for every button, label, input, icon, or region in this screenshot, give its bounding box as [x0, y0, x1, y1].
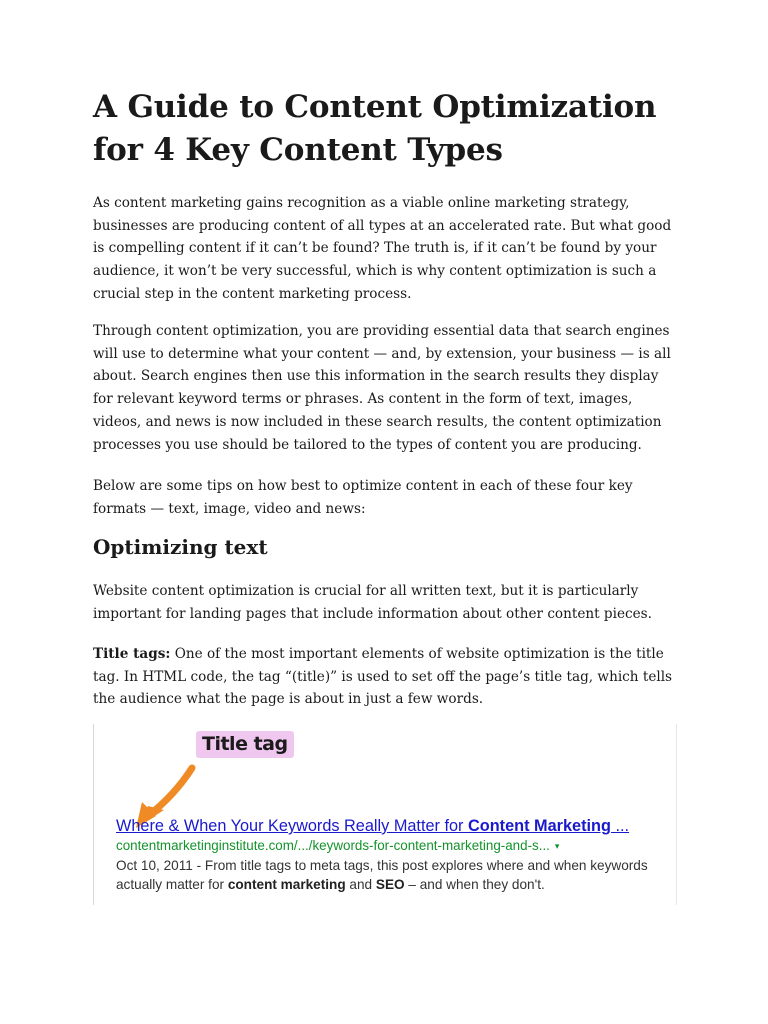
snippet-bold: SEO: [375, 877, 405, 892]
dropdown-caret-icon[interactable]: ▾: [554, 840, 560, 851]
search-result-screenshot: [93, 724, 677, 905]
snippet-text: – and when they don't.: [404, 877, 545, 892]
snippet-bold: content marketing: [227, 877, 346, 892]
optimization-paragraph: Through content optimization, you are providing essential data that search engines will use to determine what your content — and, by extension, your business — is all about. Search engines then use this information in the search results they display for relevant keyword terms or phrases. As content in the form of text, images, videos, and news is now included in these search results, the content optimization processes you use should be tailored to the types of content you are producing.: [93, 323, 671, 453]
search-result-url: [116, 838, 559, 853]
section-heading: Optimizing text: [93, 535, 268, 559]
search-result-title-link[interactable]: [116, 817, 629, 836]
search-result-snippet: [116, 856, 656, 894]
intro-paragraph: As content marketing gains recognition as a viable online marketing strategy, businesses are producing content of all types at an accelerated rate. But what good is compelling content if it can’t be found? The truth is, if it can’t be found by your audience, it won’t be very successful, which is why content optimization is such a crucial step in the content marketing process.: [93, 195, 672, 302]
snippet-text: and: [345, 877, 376, 892]
formats-paragraph: Below are some tips on how best to optimize content in each of these four key formats — text, image, video and news:: [93, 478, 633, 517]
title-tags-label: Title tags:: [93, 646, 171, 662]
result-title-bold: Content Marketing: [468, 817, 611, 835]
snippet-text: Oct 10, 2011 - From title tags to meta tags, this post explores where and when keywords actually matter for: [116, 858, 648, 892]
article-title: A Guide to Content Optimization for 4 Key Content Types: [93, 89, 657, 168]
result-title-ellipsis: ...: [610, 817, 630, 835]
result-url-text: contentmarketinginstitute.com/.../keywords-for-content-marketing-and-s...: [116, 838, 550, 853]
result-title-text: Where & When Your Keywords Really Matter for: [116, 817, 469, 835]
title-tag-annotation: Title tag: [196, 731, 294, 758]
title-tags-text: One of the most important elements of website optimization is the title tag. In HTML code, the tag “(title)” is used to set off the page’s title tag, which tells the audience what the page is about in just a few words.: [93, 646, 673, 708]
title-tags-paragraph: [93, 643, 675, 711]
text-optimization-paragraph: Website content optimization is crucial for all written text, but it is particularly important for landing pages that include information about other content pieces.: [93, 583, 652, 622]
